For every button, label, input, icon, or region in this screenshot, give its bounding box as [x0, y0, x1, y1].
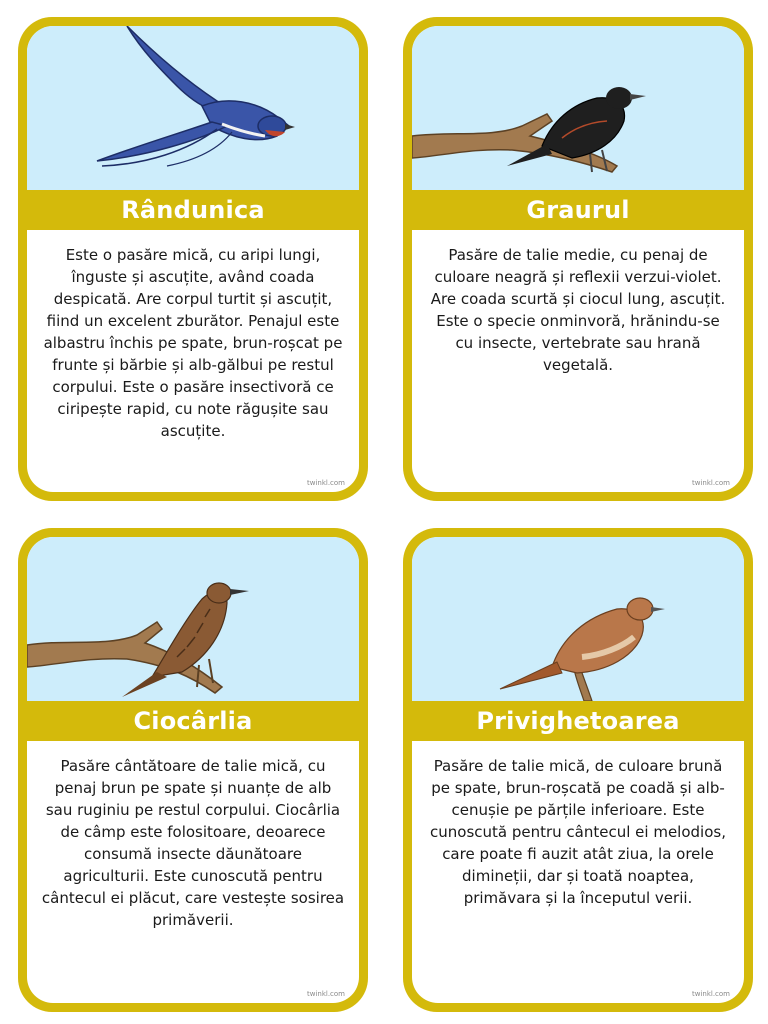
brand-mark: twinkl.com — [306, 990, 345, 998]
card-inner — [412, 537, 744, 1003]
card-description: Pasăre de talie mică, de culoare brună pe spate, brun-roșcată pe coadă și alb-cenușie pe părțile inferioare. Este cunoscută pentru cântecul ei melodios, care poate fi auzit atât ziua, la orele dimineții, dar și toată noaptea, primăvara și la începutul verii. — [430, 757, 726, 907]
card-title: Graurul — [526, 196, 630, 224]
brand-mark: twinkl.com — [306, 479, 345, 487]
card-title: Ciocârlia — [133, 707, 253, 735]
card-inner — [27, 537, 359, 1003]
bird-illustration — [412, 26, 744, 190]
bird-card-ciocarlia — [18, 528, 368, 1012]
card-description: Este o pasăre mică, cu aripi lungi, înguste și ascuțite, având coada despicată. Are corpul turtit și ascuțit, fiind un excelent zburător. Penajul este albastru închis pe spate, brun-roșcat pe frunte și bărbie și alb-gălbui pe restul corpului. Este o pasăre insectivoră ce ciripește rapid, cu note răgușite sau ascuțite. — [43, 246, 343, 440]
bird-illustration — [27, 26, 359, 190]
card-inner — [412, 26, 744, 492]
card-title: Rândunica — [121, 196, 265, 224]
title-band — [27, 190, 359, 230]
lark-illustration — [27, 537, 359, 701]
bird-card-graurul — [403, 17, 753, 501]
title-band — [27, 701, 359, 741]
card-description: Pasăre cântătoare de talie mică, cu penaj brun pe spate și nuanțe de alb sau ruginiu pe restul corpului. Ciocârlia de câmp este folositoare, deoarece consumă insecte dăunătoare agriculturii. Este cunoscută pentru cântecul ei plăcut, care vestește sosirea primăverii. — [41, 757, 345, 929]
card-title: Privighetoarea — [476, 707, 680, 735]
bird-illustration — [412, 537, 744, 701]
card-description: Pasăre de talie medie, cu penaj de culoare neagră și reflexii verzui-violet. Are coada scurtă și ciocul lung, ascuțit. Este o specie onminvoră, hrănindu-se cu insecte, vertebrate sau hrană vegetală. — [430, 246, 726, 374]
bird-card-randunica — [18, 17, 368, 501]
nightingale-illustration — [412, 537, 744, 701]
card-inner — [27, 26, 359, 492]
title-band — [412, 701, 744, 741]
brand-mark: twinkl.com — [691, 479, 730, 487]
title-band — [412, 190, 744, 230]
swallow-illustration — [27, 26, 359, 190]
bird-illustration — [27, 537, 359, 701]
brand-mark: twinkl.com — [691, 990, 730, 998]
starling-illustration — [412, 26, 744, 190]
bird-card-privighetoarea — [403, 528, 753, 1012]
